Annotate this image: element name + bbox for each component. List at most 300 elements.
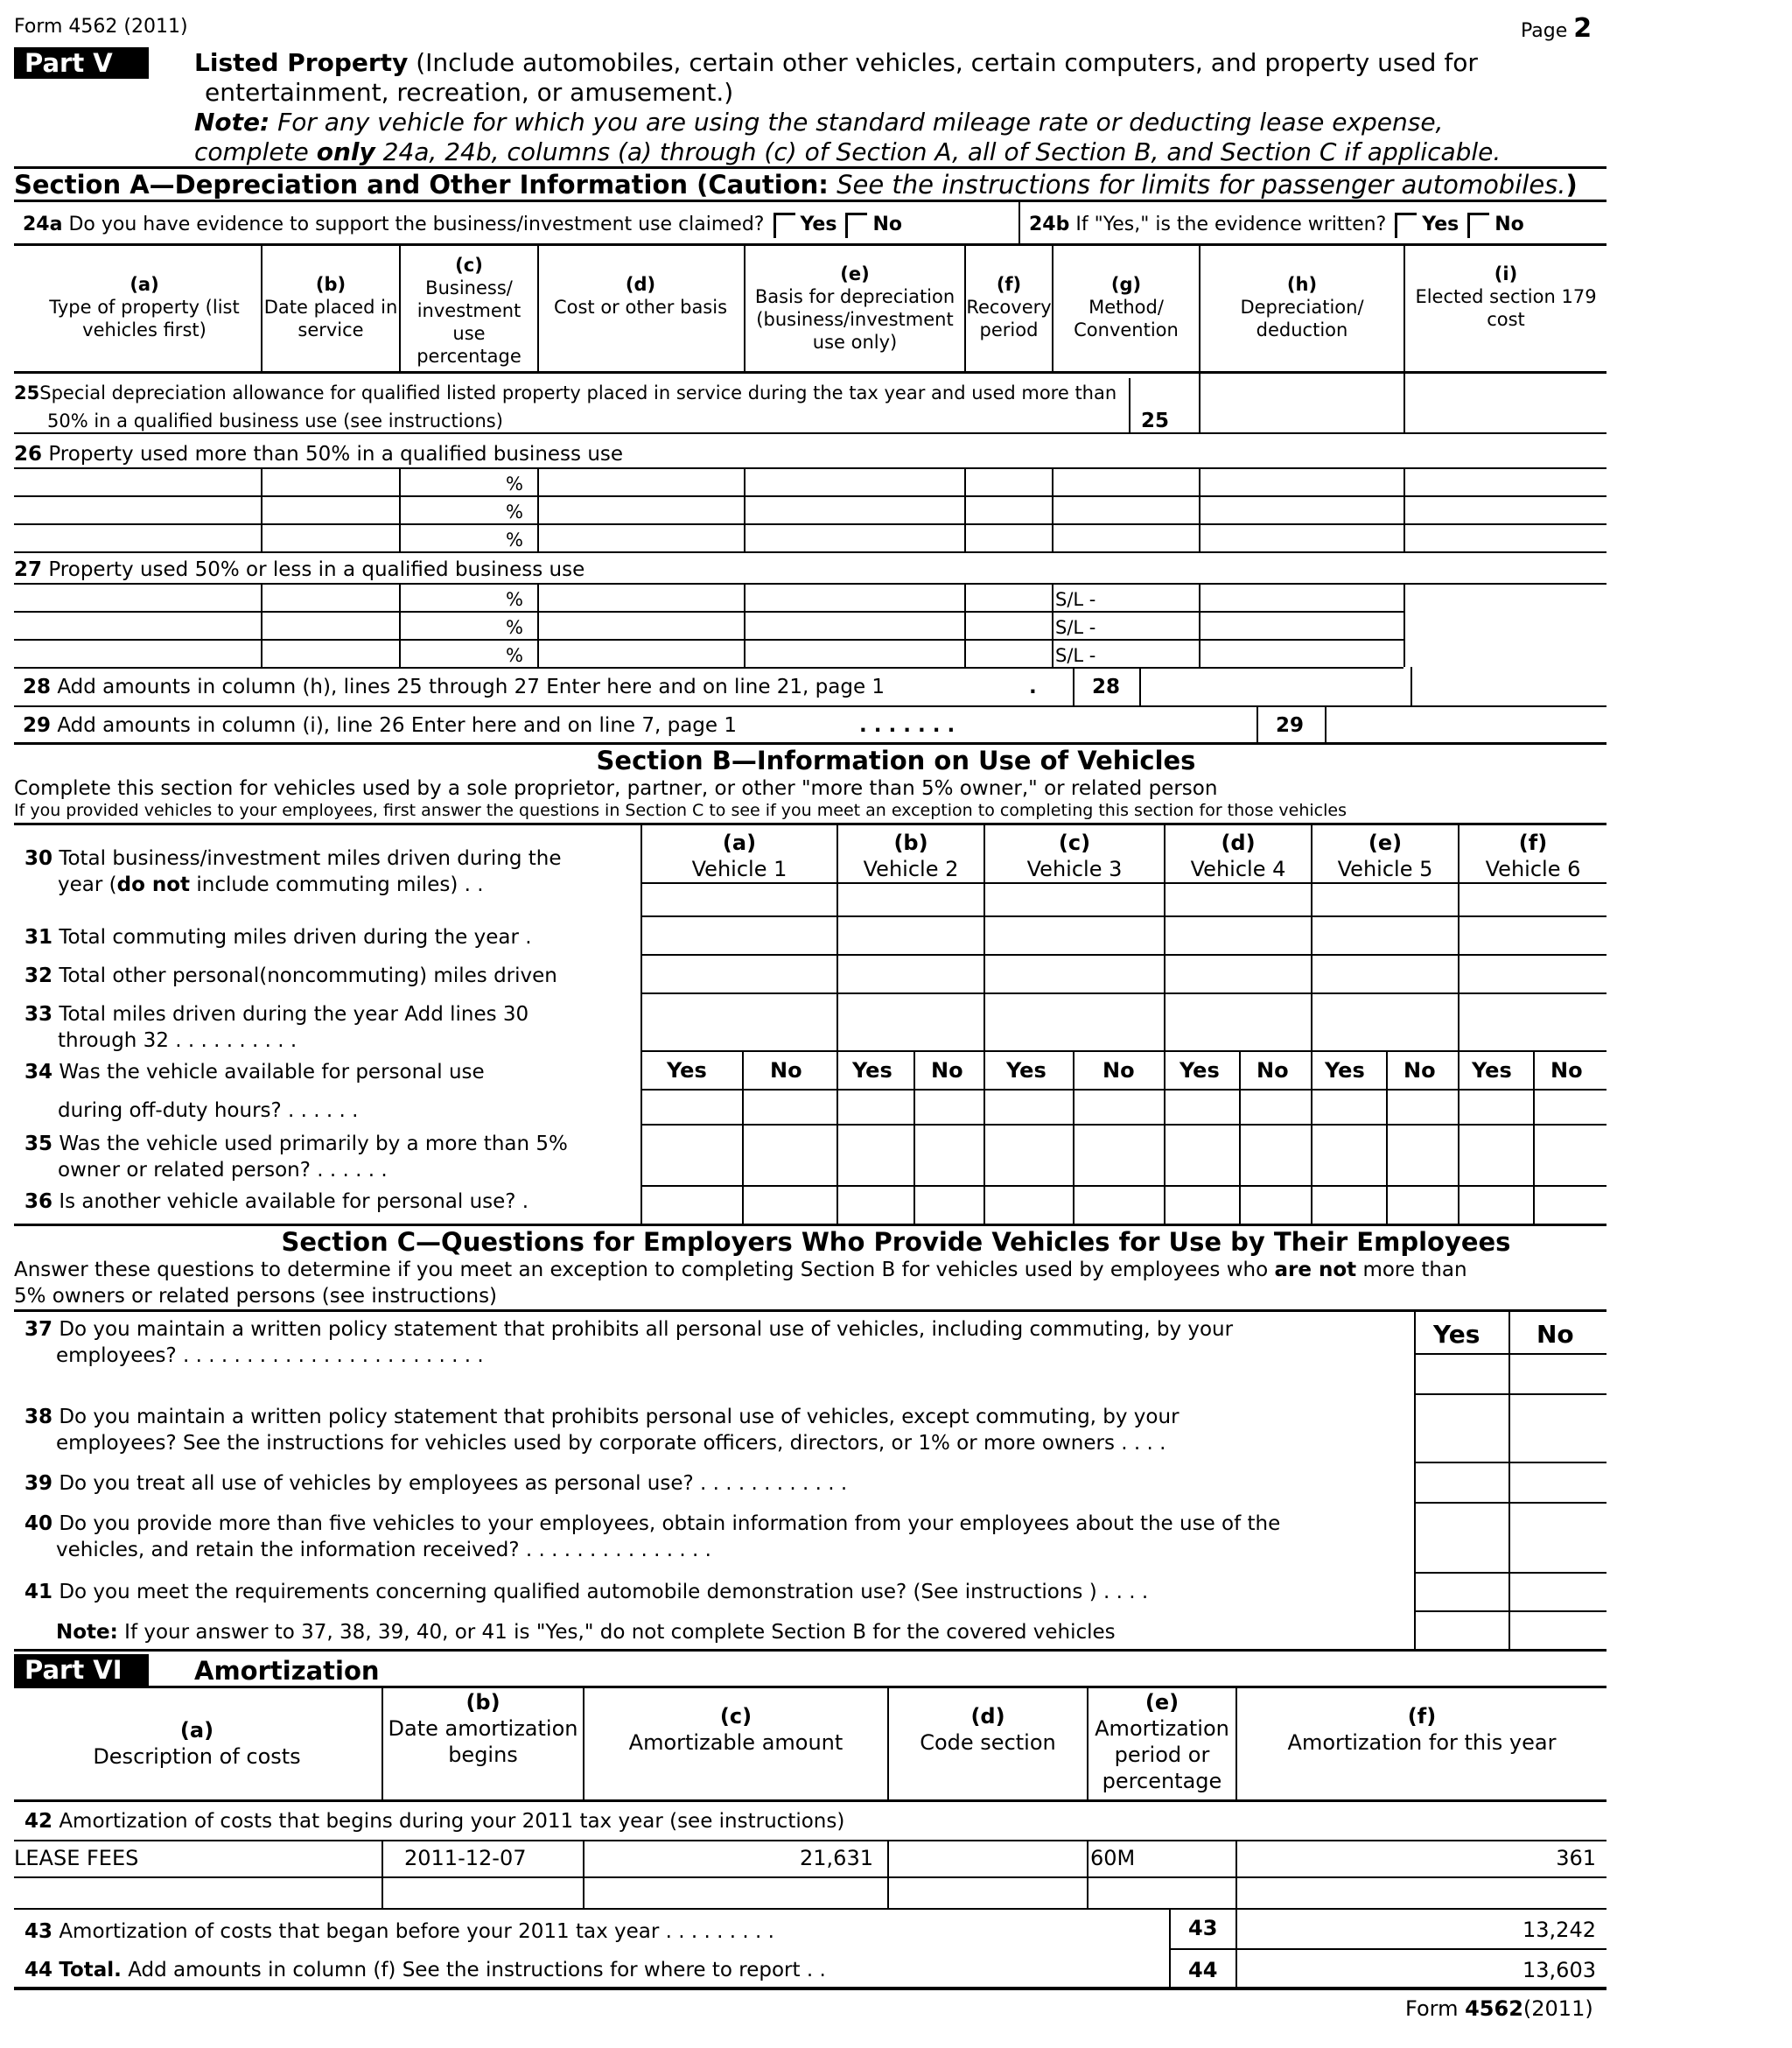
line-43-value: 13,242 [1522,1918,1596,1942]
q24a-yes-label: Yes [800,214,837,235]
col-h-header [1200,273,1404,341]
rule [14,1799,1606,1802]
rule [14,1649,1606,1652]
col-a-letter: (a) [130,274,159,295]
grid-line [742,1050,744,1225]
section-b-intro-1: Complete this section for vehicles used by a sole proprietor, partner, or other "more than 5% owner," or related person [14,777,1218,800]
v1-yes-label: Yes [667,1058,707,1083]
col-divider [1199,243,1200,373]
line-29-dots: . . . . . . . [859,714,956,737]
line-34-a [24,1059,485,1085]
line-41-num: 41 [24,1581,53,1603]
line-37-a [24,1316,1233,1343]
col-e-letter: (e) [840,263,870,284]
vehicle-6-letter: (f) [1518,831,1548,855]
v4-no-label: No [1256,1058,1289,1083]
grid-line [1414,1572,1606,1574]
col-divider [399,243,401,373]
line-39 [24,1470,847,1497]
line-27-text: Property used 50% or less in a qualified business use [48,558,585,581]
col-c-header [401,254,537,368]
line-43-num: 43 [24,1920,53,1943]
col-a-header [26,273,262,341]
col-divider [744,583,746,667]
grid-line [640,882,1606,884]
line-32 [24,963,557,989]
vehicle-1-letter: (a) [722,831,757,855]
part-v-note-2 [194,138,1501,166]
col-d-text: Cost or other basis [553,297,728,318]
line-42 [24,1808,844,1834]
page-word: Page [1521,20,1568,42]
q24b-yes-checkbox[interactable] [1395,213,1417,238]
col-divider [1404,583,1405,667]
rule [14,1686,1606,1688]
line-25-a: Special depreciation allowance for qualified listed property placed in service during the tax year and used more than [39,382,1117,403]
section-c-intro-2: 5% owners or related persons (see instructions) [14,1285,498,1308]
line-35-text-a: Was the vehicle used primarily by a more than 5% [59,1133,568,1155]
line-32-text: Total other personal(noncommuting) miles driven [59,964,557,987]
part-v-note-1 [194,109,1443,137]
line-42-num: 42 [24,1810,53,1833]
col-divider [964,243,966,373]
vehicle-2-header [838,830,984,882]
line-28-dots: . [1029,676,1037,698]
col-divider [744,467,746,551]
rule [14,243,1606,246]
line-26-row1-pct: % [506,473,523,494]
line-27-row3-pct: % [506,645,523,666]
rule [14,200,1606,202]
vehicle-1-header [642,830,836,882]
grid-line [1414,1610,1606,1612]
section-c-note-label: Note: [56,1621,118,1644]
vehicle-3-label: Vehicle 3 [1026,857,1123,881]
grid-line [1239,1050,1241,1225]
note-2c: 24a, 24b, columns (a) through (c) of Section A, all of Section B, and Section C if applicable. [382,137,1502,166]
col-divider [261,583,262,667]
col-divider [1087,1840,1088,1908]
col-divider [399,467,401,551]
line-36-num: 36 [24,1190,53,1213]
rule [14,1908,1606,1910]
line-27-num: 27 [14,558,43,581]
col-divider [1052,243,1054,373]
part-vi-title: Amortization [194,1656,380,1686]
line-40-b: vehicles, and retain the information received? . . . . . . . . . . . . . . . [56,1539,711,1561]
grid-line [640,915,1606,917]
p6-col-d-letter: (d) [970,1704,1005,1729]
grid-line [640,992,1606,994]
q24a-yes-checkbox[interactable] [774,213,795,238]
line-41 [24,1579,1148,1605]
col-h-letter: (h) [1286,274,1318,295]
note-2a: complete [194,137,309,166]
q24a [23,212,902,238]
rule [14,1309,1606,1312]
line-44-label: Total. [59,1959,122,1981]
line-27-row1-sl: S/L - [1055,589,1096,610]
line-30-b3: include commuting miles) . . [196,873,484,896]
col-divider [537,467,539,551]
part-v-title-rest-1: (Include automobiles, certain other vehicles, certain computers, and property used for [416,48,1478,77]
rule [14,823,1606,825]
col-divider [1199,467,1200,551]
p6-col-d-header [889,1703,1087,1756]
line-44-text: Add amounts in column (f) See the instructions for where to report . . [128,1959,826,1981]
section-b-title: Section B—Information on Use of Vehicles [596,746,1196,775]
col-divider [1404,467,1405,551]
vehicle-4-label: Vehicle 4 [1190,857,1286,881]
line-44 [24,1957,826,1983]
p6-col-a-header [14,1717,380,1770]
line-26-row3-pct: % [506,530,523,551]
col-divider [1087,1686,1088,1801]
part-v-tag: Part V [14,47,149,79]
line-25-text-a [14,380,1116,406]
v6-yes-label: Yes [1472,1058,1512,1083]
v5-yes-label: Yes [1325,1058,1365,1083]
col-divider [261,243,262,373]
section-c-intro-1 [14,1257,1467,1283]
rule [14,1224,1606,1226]
vehicle-5-label: Vehicle 5 [1337,857,1433,881]
line-28-num: 28 [23,676,52,698]
line-34-text-a: Was the vehicle available for personal use [59,1061,485,1084]
col-divider [261,467,262,551]
line-26-row2-pct: % [506,501,523,523]
p6-col-f-header [1237,1703,1606,1756]
section-c-yes-header: Yes [1433,1320,1480,1349]
line-34-num: 34 [24,1061,53,1084]
line-27-row1-pct: % [506,589,523,610]
grid-line [1414,1393,1606,1395]
line-44-value: 13,603 [1522,1958,1596,1982]
vehicle-5-header [1312,830,1458,882]
line-28-box-label: 28 [1092,676,1121,698]
rule [14,639,1404,641]
p6-col-f-letter: (f) [1407,1704,1437,1729]
rule [14,1840,1606,1841]
section-a-caution-text: See the instructions for limits for passenger automobiles. [836,170,1566,200]
rule [14,432,1606,434]
line-44-num: 44 [24,1959,53,1981]
section-a-title-text: Section A—Depreciation and Other Information ( [14,170,709,200]
q24a-no-checkbox[interactable] [845,213,867,238]
line-25-amount-field[interactable] [1200,373,1402,431]
page-number: 2 [1573,13,1592,44]
section-c-intro-1b: are not [1274,1259,1357,1281]
section-c-note-text: If your answer to 37, 38, 39, 40, or 41 is "Yes," do not complete Section B for the covered vehicles [124,1621,1116,1644]
col-divider [887,1686,889,1801]
col-b-letter: (b) [315,274,346,295]
line-35-b: owner or related person? . . . . . . [58,1159,388,1182]
grid-line [1386,1050,1388,1225]
rule [14,523,1606,525]
line-27 [14,557,584,583]
line-27-row3-sl: S/L - [1055,645,1096,666]
v2-no-label: No [931,1058,963,1083]
line-36 [24,1189,528,1215]
line-43-box-label: 43 [1188,1916,1218,1940]
line-30-b1: year ( [58,873,117,896]
line-41-text: Do you meet the requirements concerning qualified automobile demonstration use? (See instructions ) . . . . [59,1581,1149,1603]
grid-line [640,1050,1606,1052]
line-39-text: Do you treat all use of vehicles by employees as personal use? . . . . . . . . . . . . [59,1472,848,1495]
q24b-no-label: No [1494,214,1524,235]
line-38-text-a: Do you maintain a written policy statement that prohibits personal use of vehicles, except commuting, by your [59,1406,1180,1428]
line-31 [24,924,532,950]
line-33-a [24,1001,528,1028]
p6-col-e-header [1088,1689,1236,1794]
section-c-intro-1a: Answer these questions to determine if you meet an exception to completing Section B for vehicles used by employees who [14,1259,1269,1281]
line-30-a [24,845,562,872]
vehicle-6-header [1460,830,1606,882]
col-g-text: Method/ Convention [1074,297,1179,340]
footer-form-word: Form [1405,1996,1459,2021]
divider [1018,200,1020,245]
section-a-close: ) [1565,170,1578,200]
v1-no-label: No [770,1058,802,1083]
line-29 [23,712,737,739]
col-divider [382,1840,383,1908]
line-27-row2-sl: S/L - [1055,617,1096,638]
p6-col-e-text: Amortization period or percentage [1095,1716,1229,1793]
line-31-text: Total commuting miles driven during the year . [59,926,532,949]
col-f-header [966,273,1052,341]
p6-col-b-header [383,1689,583,1768]
line-37-text-a: Do you maintain a written policy statement that prohibits all personal use of vehicles, including commuting, by your [59,1318,1234,1341]
grid-line [640,1185,1606,1187]
grid-line [1073,1050,1074,1225]
line-25-box-label: 25 [1141,410,1170,432]
line-43 [24,1918,774,1945]
vehicle-4-header [1166,830,1311,882]
v5-no-label: No [1404,1058,1436,1083]
col-c-text: Business/ investment use percentage [416,277,522,367]
line-40-text-a: Do you provide more than five vehicles to your employees, obtain information from your employees about the use of the [59,1512,1281,1535]
col-divider [537,583,539,667]
line-38-num: 38 [24,1406,53,1428]
line-28-amount-field[interactable] [1139,667,1412,705]
line-36-text: Is another vehicle available for personal use? . [59,1190,529,1213]
line-26-num: 26 [14,443,43,466]
section-c-note [56,1619,1116,1645]
line-40-a [24,1511,1280,1537]
line-33-num: 33 [24,1003,53,1026]
col-f-text: Recovery period [966,297,1052,340]
grid-line [1414,1462,1606,1463]
rule [14,551,1606,553]
col-divider [964,467,966,551]
line-38-a [24,1404,1180,1430]
part-v-title [194,49,1478,77]
amort-row-1-amount: 21,631 [800,1846,873,1870]
p6-col-a-letter: (a) [179,1718,214,1743]
q24a-text: Do you have evidence to support the business/investment use claimed? [68,214,765,235]
rule [14,583,1606,585]
rule [14,467,1606,469]
line-37-b: employees? . . . . . . . . . . . . . . . . . . . . . . . . [56,1344,484,1367]
line-26 [14,441,623,467]
line-29-box-label: 29 [1276,714,1305,737]
rule [14,1876,1606,1878]
q24a-num: 24a [23,214,63,235]
line-27-row2-pct: % [506,617,523,638]
p6-col-e-letter: (e) [1144,1690,1180,1715]
line-28-text: Add amounts in column (h), lines 25 through 27 Enter here and on line 21, page 1 [57,676,886,698]
amort-row-1-amortization: 361 [1556,1846,1596,1870]
v3-no-label: No [1102,1058,1135,1083]
col-e-header [746,263,964,354]
line-43-text: Amortization of costs that began before your 2011 tax year . . . . . . . . . [59,1920,774,1943]
part-vi-tag: Part VI [14,1654,149,1686]
line-29-amount-field[interactable] [1325,707,1605,742]
grid-line [640,1089,1606,1091]
divider [1404,371,1405,432]
vehicle-6-label: Vehicle 6 [1485,857,1581,881]
form-label: Form 4562 (2011) [14,16,188,38]
col-divider [1052,467,1054,551]
line-30-b2: do not [116,873,191,896]
section-a-caution: Caution: [708,170,829,200]
grid-line [914,1050,915,1225]
col-c-letter: (c) [455,255,483,276]
amort-row-1-date: 2011-12-07 [404,1846,527,1870]
grid-line [1533,1050,1535,1225]
col-divider [399,583,401,667]
grid-line [640,954,1606,956]
line-28 [23,674,885,700]
col-f-letter: (f) [996,274,1022,295]
footer-form-label [1405,1995,1593,2022]
line-29-num: 29 [23,714,52,737]
grid-line [1414,1309,1416,1651]
q24a-no-label: No [872,214,902,235]
col-divider [537,243,539,373]
grid-line [1414,1502,1606,1504]
p6-col-a-text: Description of costs [93,1744,301,1769]
p6-col-c-text: Amortizable amount [628,1730,844,1755]
col-divider [1052,583,1054,667]
col-divider [382,1686,383,1801]
vehicle-5-letter: (e) [1368,831,1403,855]
section-a-title [14,170,1578,200]
col-divider [583,1686,584,1801]
col-i-header [1405,263,1606,331]
grid-line [1414,1353,1606,1355]
part-v-note-label: Note: [194,108,270,137]
v3-yes-label: Yes [1006,1058,1046,1083]
q24b [1029,212,1524,238]
col-i-letter: (i) [1494,263,1518,284]
rule [14,611,1404,613]
grid-line [640,1124,1606,1126]
section-c-intro-1c: more than [1362,1259,1467,1281]
v6-no-label: No [1550,1058,1583,1083]
vehicle-2-letter: (b) [893,831,928,855]
line-33-b: through 32 . . . . . . . . . . [58,1029,298,1052]
col-divider [1404,243,1405,373]
vehicle-3-letter: (c) [1058,831,1091,855]
p6-col-b-letter: (b) [466,1690,500,1715]
line-29-text: Add amounts in column (i), line 26 Enter here and on line 7, page 1 [57,714,738,737]
note-2b: only [316,137,375,166]
rule [14,742,1606,745]
line-42-text: Amortization of costs that begins during your 2011 tax year (see instructions) [59,1810,845,1833]
line-34-b: during off-duty hours? . . . . . . [58,1099,359,1122]
line-37-num: 37 [24,1318,53,1341]
line-32-num: 32 [24,964,53,987]
vehicle-2-label: Vehicle 2 [863,857,959,881]
col-i-text: Elected section 179 cost [1415,286,1597,330]
line-38-b: employees? See the instructions for vehicles used by corporate officers, directors, or 1% or more owners . . . . [56,1432,1166,1455]
col-d-letter: (d) [625,274,656,295]
q24b-yes-label: Yes [1422,214,1460,235]
part-v-title-bold: Listed Property [194,48,409,77]
col-divider [887,1840,889,1908]
line-25-num: 25 [14,382,40,403]
footer-form-number: 4562 [1465,1996,1523,2021]
vehicle-3-header [985,830,1164,882]
part-v-title-rest-2: entertainment, recreation, or amusement.) [205,78,734,107]
amort-row-1-period: 60M [1090,1846,1136,1870]
line-40-num: 40 [24,1512,53,1535]
col-divider [1236,1840,1237,1908]
line-35-num: 35 [24,1133,53,1155]
line-31-num: 31 [24,926,53,949]
line-30-text-a: Total business/investment miles driven during the [59,847,562,870]
col-a-text: Type of property (list vehicles first) [49,297,240,340]
section-b-intro-2: If you provided vehicles to your employees, first answer the questions in Section C to see if you meet an exception to completing this section for those vehicles [14,801,1347,820]
grid-line [1508,1309,1510,1651]
rule [14,166,1606,169]
q24b-no-checkbox[interactable] [1467,213,1489,238]
vehicle-1-label: Vehicle 1 [691,857,788,881]
p6-col-b-text: Date amortization begins [388,1716,578,1767]
part-v-note-text-1: For any vehicle for which you are using the standard mileage rate or deducting lease expense, [277,108,1444,137]
rule [14,495,1606,497]
divider [1129,378,1130,432]
col-divider [964,583,966,667]
q24b-num: 24b [1029,214,1070,235]
rule [14,1987,1606,1990]
vehicle-4-letter: (d) [1221,831,1256,855]
col-h-text: Depreciation/ deduction [1240,297,1364,340]
p6-col-f-text: Amortization for this year [1287,1730,1557,1755]
section-c-title: Section C—Questions for Employers Who Provide Vehicles for Use by Their Employees [281,1227,1511,1257]
col-divider [1236,1686,1237,1801]
line-26-text: Property used more than 50% in a qualified business use [48,443,624,466]
footer-year: (2011) [1522,1996,1593,2021]
line-44-box-label: 44 [1188,1958,1218,1982]
col-e-text: Basis for depreciation (business/investment use only) [754,286,956,353]
col-b-text: Date placed in service [263,297,398,340]
p6-col-c-letter: (c) [719,1704,752,1729]
line-25-text-b: 50% in a qualified business use (see instructions) [47,410,503,431]
line-30-num: 30 [24,847,53,870]
v2-yes-label: Yes [852,1058,892,1083]
page-label [1521,13,1592,45]
col-g-header [1054,273,1199,341]
col-divider [1199,583,1200,667]
col-b-header [262,273,399,341]
amort-row-1-description: LEASE FEES [14,1846,139,1870]
section-c-no-header: No [1536,1320,1574,1349]
line-33-text-a: Total miles driven during the year Add lines 30 [59,1003,529,1026]
p6-col-c-header [584,1703,887,1756]
q24b-text: If "Yes," is the evidence written? [1075,214,1387,235]
